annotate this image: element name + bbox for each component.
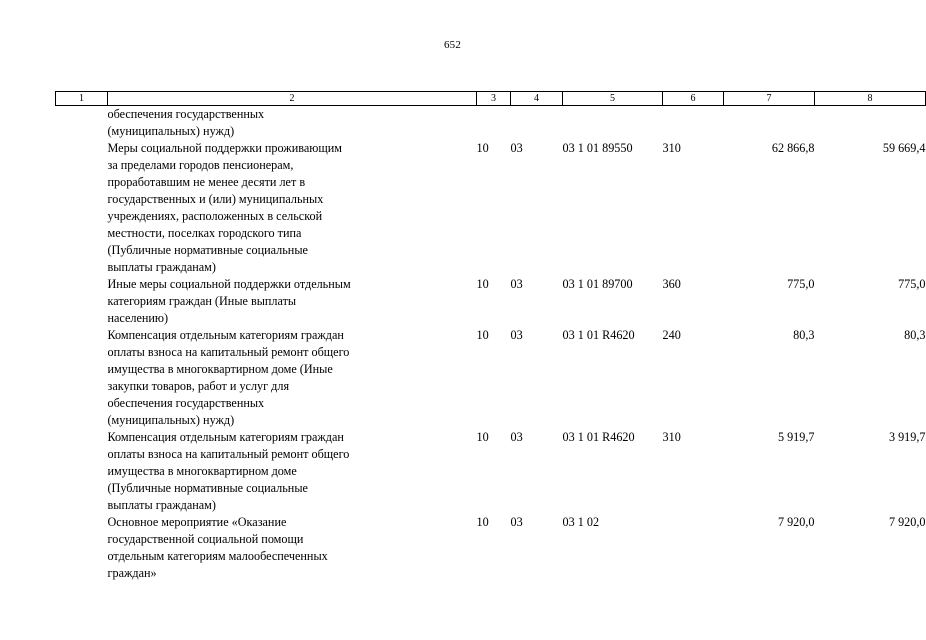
row-number-cell — [56, 514, 108, 582]
row-name-line: обеспечения государственных — [107, 396, 265, 410]
section-code-cell — [477, 106, 511, 141]
row-name-line: оплаты взноса на капитальный ремонт общего — [107, 345, 350, 359]
amount-year-2-cell — [815, 106, 926, 141]
row-number-cell — [56, 106, 108, 141]
row-name-line: (муниципальных) нужд) — [107, 413, 235, 427]
target-article-cell: 03 1 01 89550 — [562, 141, 633, 155]
column-header-7: 7 — [724, 92, 815, 106]
row-name-line: государственной социальной помощи — [107, 532, 304, 546]
column-header-2: 2 — [108, 92, 477, 106]
row-number-cell — [56, 140, 108, 276]
row-name-line: учреждениях, расположенных в сельской — [107, 209, 323, 223]
row-name-line: (муниципальных) нужд) — [107, 124, 235, 138]
row-name-line: выплаты гражданам) — [107, 498, 216, 512]
subsection-code-cell: 03 — [510, 328, 523, 342]
column-header-3: 3 — [477, 92, 511, 106]
row-name-line: закупки товаров, работ и услуг для — [107, 379, 290, 393]
row-name-cell — [108, 140, 477, 276]
row-number-cell — [56, 276, 108, 327]
expense-type-cell — [663, 514, 724, 582]
table-row — [56, 514, 926, 582]
row-name-line: отдельным категориям малообеспеченных — [107, 549, 328, 563]
subsection-code-cell: 03 — [510, 141, 523, 155]
amount-year-1-cell: 7 920,0 — [777, 515, 815, 529]
row-name-line: местности, поселках городского типа — [107, 226, 302, 240]
row-name-line: государственных и (или) муниципальных — [107, 192, 324, 206]
expense-type-cell: 240 — [662, 328, 681, 342]
amount-year-2-cell: 3 919,7 — [888, 430, 926, 444]
expense-type-cell — [663, 106, 724, 141]
row-name-line: имущества в многоквартирном доме (Иные — [107, 362, 333, 376]
row-name-line: за пределами городов пенсионерам, — [107, 158, 294, 172]
section-code-cell: 10 — [476, 277, 489, 291]
row-name-cell — [108, 514, 477, 582]
amount-year-1-cell — [724, 106, 815, 141]
column-header-4: 4 — [511, 92, 563, 106]
amount-year-2-cell: 7 920,0 — [888, 515, 926, 529]
row-name-line: Компенсация отдельным категориям граждан — [107, 328, 344, 342]
section-code-cell: 10 — [476, 430, 489, 444]
table-row — [56, 106, 926, 141]
subsection-code-cell: 03 — [510, 430, 523, 444]
row-name-line: Компенсация отдельным категориям граждан — [107, 430, 344, 444]
row-name-line: проработавшим не менее десяти лет в — [107, 175, 306, 189]
table-body — [56, 106, 926, 583]
amount-year-2-cell: 80,3 — [904, 328, 926, 342]
row-name-line: граждан» — [107, 566, 157, 580]
expense-type-cell: 360 — [662, 277, 681, 291]
row-number-cell — [56, 327, 108, 429]
row-name-cell — [108, 327, 477, 429]
amount-year-1-cell: 62 866,8 — [771, 141, 815, 155]
budget-table — [55, 91, 926, 582]
row-name-cell — [108, 276, 477, 327]
target-article-cell: 03 1 01 R4620 — [562, 430, 635, 444]
table-row — [56, 327, 926, 429]
column-header-1: 1 — [56, 92, 108, 106]
amount-year-1-cell: 5 919,7 — [777, 430, 815, 444]
row-name-cell — [108, 429, 477, 514]
row-name-line: оплаты взноса на капитальный ремонт общего — [107, 447, 350, 461]
row-name-line: обеспечения государственных — [107, 107, 265, 121]
section-code-cell: 10 — [476, 515, 489, 529]
row-number-cell — [56, 429, 108, 514]
column-header-6: 6 — [663, 92, 724, 106]
row-name-line: (Публичные нормативные социальные — [107, 481, 308, 495]
row-name-line: Меры социальной поддержки проживающим — [107, 141, 342, 155]
amount-year-1-cell: 80,3 — [793, 328, 815, 342]
column-header-5: 5 — [563, 92, 663, 106]
expense-type-cell: 310 — [662, 141, 681, 155]
row-name-line: имущества в многоквартирном доме — [107, 464, 297, 478]
row-name-line: Иные меры социальной поддержки отдельным — [107, 277, 351, 291]
subsection-code-cell: 03 — [510, 515, 523, 529]
row-name-line: населению) — [107, 311, 169, 325]
expense-type-cell: 310 — [662, 430, 681, 444]
table-row — [56, 140, 926, 276]
row-name-line: выплаты гражданам) — [107, 260, 216, 274]
section-code-cell: 10 — [476, 141, 489, 155]
target-article-cell: 03 1 01 89700 — [562, 277, 633, 291]
row-name-cell — [108, 106, 477, 141]
amount-year-2-cell: 775,0 — [898, 277, 926, 291]
amount-year-2-cell: 59 669,4 — [882, 141, 926, 155]
table-row — [56, 276, 926, 327]
subsection-code-cell: 03 — [510, 277, 523, 291]
target-article-cell: 03 1 02 — [562, 515, 600, 529]
column-number-row — [56, 92, 926, 106]
section-code-cell: 10 — [476, 328, 489, 342]
table-row — [56, 429, 926, 514]
row-name-line: категориям граждан (Иные выплаты — [107, 294, 297, 308]
column-header-8: 8 — [815, 92, 926, 106]
row-name-line: (Публичные нормативные социальные — [107, 243, 308, 257]
subsection-code-cell — [511, 106, 563, 141]
page-number: 652 — [443, 39, 462, 51]
amount-year-1-cell: 775,0 — [787, 277, 815, 291]
target-article-cell — [563, 106, 663, 141]
target-article-cell: 03 1 01 R4620 — [562, 328, 635, 342]
row-name-line: Основное мероприятие «Оказание — [107, 515, 287, 529]
